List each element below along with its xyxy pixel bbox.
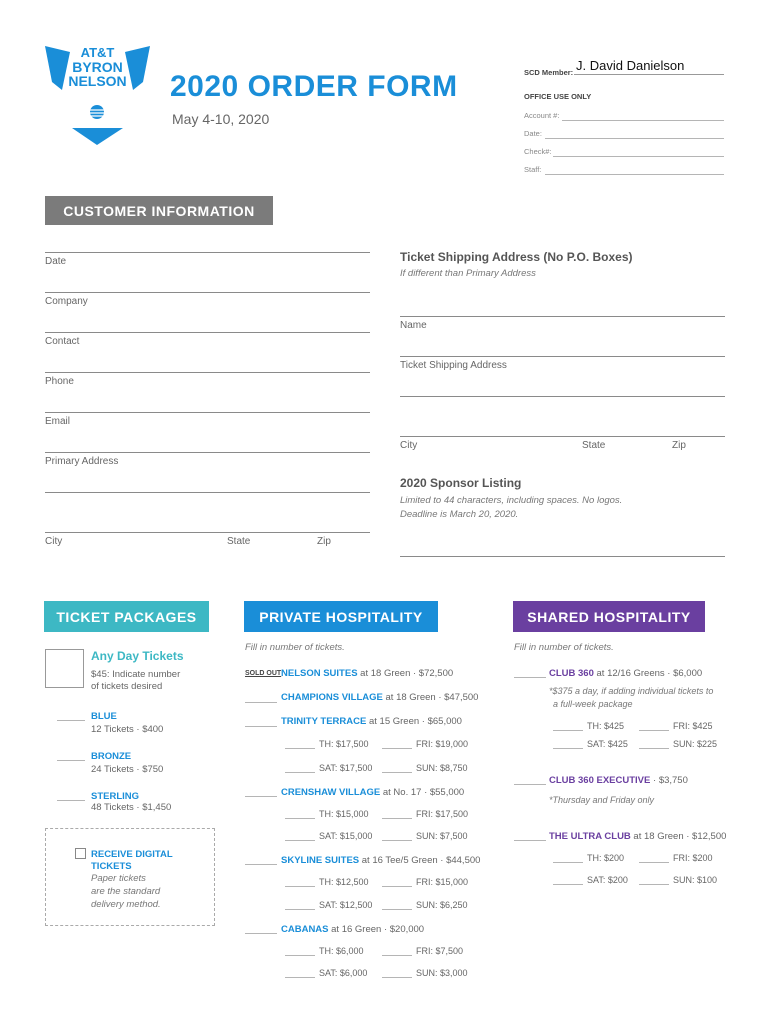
company-field[interactable] <box>45 292 370 293</box>
crenshaw-village-name: CRENSHAW VILLAGE <box>281 787 381 798</box>
city-state-zip-field[interactable] <box>45 532 370 533</box>
club360-price: at 12/16 Greens · $6,000 <box>593 668 703 679</box>
city-label: City <box>45 536 63 547</box>
crenshaw-village-price: at No. 17 · $55,000 <box>380 787 465 798</box>
digital-tickets-label-2: TICKETS <box>91 861 132 872</box>
logo-line-3: NELSON <box>68 73 127 89</box>
trinity-sun-field[interactable] <box>382 772 412 773</box>
ultra-sat-field[interactable] <box>553 884 583 885</box>
date-field[interactable] <box>45 252 370 253</box>
trinity-terrace-quantity[interactable] <box>245 726 277 727</box>
cabanas-name: CABANAS <box>281 924 329 935</box>
private-fill-note: Fill in number of tickets. <box>245 642 345 653</box>
ultra-th-field[interactable] <box>553 862 583 863</box>
champions-village-quantity[interactable] <box>245 702 277 703</box>
ultra-sat-label: SAT: $200 <box>587 875 628 885</box>
club360-fri-label: FRI: $425 <box>673 721 713 731</box>
digital-tickets-checkbox[interactable] <box>75 848 86 859</box>
office-date-field[interactable] <box>545 138 724 139</box>
digital-tickets-label-1: RECEIVE DIGITAL <box>91 849 173 860</box>
scd-member-field[interactable] <box>574 58 724 75</box>
ultra-club-name: THE ULTRA CLUB <box>549 831 631 842</box>
crenshaw-village-item <box>281 787 464 798</box>
ultra-sun-field[interactable] <box>639 884 669 885</box>
any-day-quantity-box[interactable] <box>45 649 84 688</box>
shared-fill-note: Fill in number of tickets. <box>514 642 614 653</box>
check-label: Check#: <box>524 147 552 156</box>
crenshaw-th-label: TH: $15,000 <box>319 809 369 819</box>
shipping-name-field[interactable] <box>400 316 725 317</box>
crenshaw-village-quantity[interactable] <box>245 796 277 797</box>
paper-note-3: delivery method. <box>91 899 161 910</box>
trinity-terrace-price: at 15 Green · $65,000 <box>366 716 462 727</box>
skyline-suites-quantity[interactable] <box>245 864 277 865</box>
cabanas-sun-label: SUN: $3,000 <box>416 968 468 978</box>
shipping-city-label: City <box>400 440 418 451</box>
cabanas-price: at 16 Green · $20,000 <box>328 924 425 935</box>
trinity-sun-label: SUN: $8,750 <box>416 763 468 773</box>
shipping-state-label: State <box>582 440 606 451</box>
cabanas-th-label: TH: $6,000 <box>319 946 364 956</box>
account-field[interactable] <box>562 120 724 121</box>
crenshaw-sat-label: SAT: $15,000 <box>319 831 373 841</box>
cabanas-sat-label: SAT: $6,000 <box>319 968 368 978</box>
trinity-terrace-name: TRINITY TERRACE <box>281 716 367 727</box>
bronze-quantity-field[interactable] <box>57 760 85 761</box>
scd-member-value: J. David Danielson <box>576 58 685 73</box>
sponsor-heading: 2020 Sponsor Listing <box>400 476 522 490</box>
sponsor-note-2: Deadline is March 20, 2020. <box>400 509 519 520</box>
club360-item <box>549 668 702 679</box>
sold-out-tag: SOLD OUT <box>245 670 282 677</box>
skyline-fri-field[interactable] <box>382 886 412 887</box>
ultra-th-label: TH: $200 <box>587 853 625 863</box>
club360-name: CLUB 360 <box>549 668 594 679</box>
shipping-city-field[interactable] <box>400 436 725 437</box>
office-use-heading: OFFICE USE ONLY <box>524 92 592 101</box>
staff-label: Staff: <box>524 165 542 174</box>
club360-exec-quantity[interactable] <box>514 784 546 785</box>
club360-note-2: a full-week package <box>553 699 633 709</box>
ultra-fri-label: FRI: $200 <box>673 853 713 863</box>
cabanas-sun-field[interactable] <box>382 977 412 978</box>
date-label: Date <box>45 256 67 267</box>
club360-exec-item <box>549 775 688 786</box>
blue-package-name: BLUE <box>91 711 117 722</box>
skyline-th-label: TH: $12,500 <box>319 877 369 887</box>
event-logo <box>40 42 155 152</box>
nelson-suites-item <box>281 668 453 679</box>
phone-field[interactable] <box>45 372 370 373</box>
skyline-sat-label: SAT: $12,500 <box>319 900 373 910</box>
blue-package-desc: 12 Tickets · $400 <box>91 724 164 735</box>
club360-sat-field[interactable] <box>553 748 583 749</box>
crenshaw-th-field[interactable] <box>285 818 315 819</box>
any-day-title: Any Day Tickets <box>91 649 184 663</box>
club360-note-1: *$375 a day, if adding individual tickets to <box>549 686 714 696</box>
event-dates: May 4-10, 2020 <box>172 111 270 127</box>
trinity-sat-label: SAT: $17,500 <box>319 763 373 773</box>
club360-sun-field[interactable] <box>639 748 669 749</box>
contact-field[interactable] <box>45 332 370 333</box>
bronze-package-desc: 24 Tickets · $750 <box>91 764 164 775</box>
skyline-sun-field[interactable] <box>382 909 412 910</box>
crenshaw-sat-field[interactable] <box>285 840 315 841</box>
cabanas-th-field[interactable] <box>285 955 315 956</box>
shared-hospitality-heading: SHARED HOSPITALITY <box>513 601 705 632</box>
cabanas-fri-field[interactable] <box>382 955 412 956</box>
trinity-sat-field[interactable] <box>285 772 315 773</box>
primary-address-label: Primary Address <box>45 456 119 467</box>
club360-exec-name: CLUB 360 EXECUTIVE <box>549 775 651 786</box>
champions-village-price: at 18 Green · $47,500 <box>382 692 479 703</box>
skyline-sun-label: SUN: $6,250 <box>416 900 468 910</box>
ultra-club-price: at 18 Green · $12,500 <box>630 831 727 842</box>
cabanas-quantity[interactable] <box>245 933 277 934</box>
cabanas-fri-label: FRI: $7,500 <box>416 946 464 956</box>
blue-quantity-field[interactable] <box>57 720 85 721</box>
company-label: Company <box>45 296 88 307</box>
shipping-zip-label: Zip <box>672 440 686 451</box>
sponsor-note-1: Limited to 44 characters, including spaces. No logos. <box>400 495 623 506</box>
crenshaw-sun-label: SUN: $7,500 <box>416 831 468 841</box>
champions-village-item <box>281 692 478 703</box>
shipping-heading: Ticket Shipping Address (No P.O. Boxes) <box>400 250 633 264</box>
zip-label: Zip <box>317 536 331 547</box>
ultra-club-item <box>549 831 726 842</box>
shipping-address-line-2[interactable] <box>400 396 725 397</box>
state-label: State <box>227 536 251 547</box>
club360-sun-label: SUN: $225 <box>673 739 718 749</box>
sponsor-listing-field[interactable] <box>400 556 725 557</box>
skyline-th-field[interactable] <box>285 886 315 887</box>
scd-member-label: SCD Member: <box>524 68 574 77</box>
paper-note-2: are the standard <box>91 886 161 897</box>
club360-fri-field[interactable] <box>639 730 669 731</box>
any-day-desc-1: $45: Indicate number <box>91 669 181 680</box>
trinity-terrace-item <box>281 716 462 727</box>
logo-line-2: BYRON <box>72 59 123 75</box>
private-hospitality-heading: PRIVATE HOSPITALITY <box>244 601 438 632</box>
paper-note-1: Paper tickets <box>91 873 146 884</box>
trinity-fri-label: FRI: $19,000 <box>416 739 469 749</box>
check-field[interactable] <box>553 156 724 157</box>
primary-address-line-2[interactable] <box>45 492 370 493</box>
club360-th-label: TH: $425 <box>587 721 625 731</box>
phone-label: Phone <box>45 376 74 387</box>
shipping-name-label: Name <box>400 320 427 331</box>
contact-label: Contact <box>45 336 80 347</box>
club360-quantity[interactable] <box>514 677 546 678</box>
sterling-package-desc: 48 Tickets · $1,450 <box>91 802 172 813</box>
ultra-sun-label: SUN: $100 <box>673 875 718 885</box>
trinity-fri-field[interactable] <box>382 748 412 749</box>
skyline-sat-field[interactable] <box>285 909 315 910</box>
trinity-th-field[interactable] <box>285 748 315 749</box>
shipping-address-field[interactable] <box>400 356 725 357</box>
cabanas-sat-field[interactable] <box>285 977 315 978</box>
trinity-th-label: TH: $17,500 <box>319 739 369 749</box>
club360-exec-note: *Thursday and Friday only <box>549 795 655 805</box>
account-label: Account #: <box>524 111 560 120</box>
ultra-fri-field[interactable] <box>639 862 669 863</box>
club360-sat-label: SAT: $425 <box>587 739 628 749</box>
page-title: 2020 ORDER FORM <box>170 70 458 103</box>
office-date-label: Date: <box>524 129 542 138</box>
email-field[interactable] <box>45 412 370 413</box>
any-day-desc-2: of tickets desired <box>91 681 163 692</box>
club360-th-field[interactable] <box>553 730 583 731</box>
club360-exec-price: · $3,750 <box>650 775 688 786</box>
champions-village-name: CHAMPIONS VILLAGE <box>281 692 383 703</box>
shipping-address-label: Ticket Shipping Address <box>400 360 507 371</box>
bronze-package-name: BRONZE <box>91 751 132 762</box>
ticket-packages-heading: TICKET PACKAGES <box>44 601 209 632</box>
crenshaw-fri-field[interactable] <box>382 818 412 819</box>
logo-line-1: AT&T <box>80 45 115 60</box>
shipping-note: If different than Primary Address <box>400 268 536 279</box>
crenshaw-sun-field[interactable] <box>382 840 412 841</box>
nelson-suites-name: NELSON SUITES <box>281 668 358 679</box>
customer-info-heading: CUSTOMER INFORMATION <box>45 196 273 225</box>
staff-field[interactable] <box>545 174 724 175</box>
skyline-suites-name: SKYLINE SUITES <box>281 855 360 866</box>
ultra-club-quantity[interactable] <box>514 840 546 841</box>
email-label: Email <box>45 416 71 427</box>
nelson-suites-price: at 18 Green · $72,500 <box>357 668 454 679</box>
skyline-suites-price: at 16 Tee/5 Green · $44,500 <box>359 855 481 866</box>
primary-address-field[interactable] <box>45 452 370 453</box>
crenshaw-fri-label: FRI: $17,500 <box>416 809 469 819</box>
sterling-quantity-field[interactable] <box>57 800 85 801</box>
skyline-suites-item <box>281 855 480 866</box>
cabanas-item <box>281 924 424 935</box>
skyline-fri-label: FRI: $15,000 <box>416 877 469 887</box>
sterling-package-name: STERLING <box>91 791 140 802</box>
